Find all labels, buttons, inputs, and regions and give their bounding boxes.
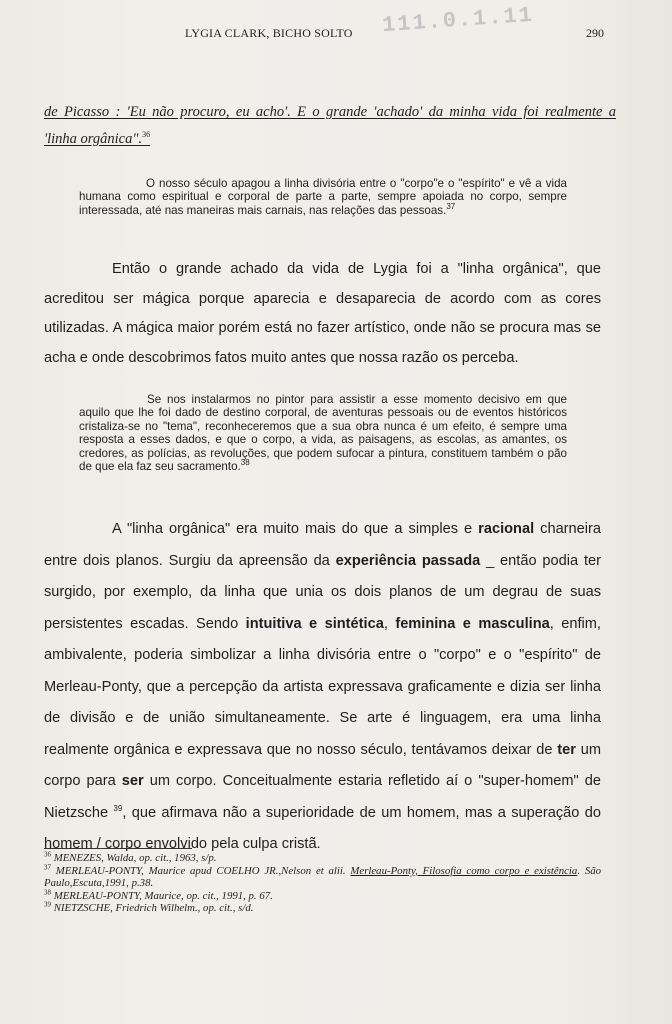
emphasis: intuitiva e sintética — [245, 615, 384, 632]
emphasis: experiência passada — [335, 552, 481, 569]
footnotes — [44, 852, 601, 915]
footnote-ref: 37 — [446, 201, 456, 211]
paragraph-text: Então o grande achado da vida de Lygia foi a "linha orgânica", que acreditou ser mágica porque aparecia e desaparecia de acordo com as cores utilizadas. A mágica maior porém está no fazer artístico, onde não se procura mas se acha e onde descobrimos fatos muito antes que nossa razão os perceba. — [44, 261, 601, 366]
archive-stamp: 111.0.1.11 — [381, 2, 535, 39]
quote-line-1: de Picasso : 'Eu não procuro, eu acho'. E o grande 'achado' da minha vida foi realmente a — [44, 104, 616, 120]
block-quote-1: O nosso século apagou a linha divisória entre o "corpo"e o "espírito" e vê a vida humana como espiritual e corporal de parte a parte, sempre apoiada no corpo, sempre interessada, até nas maneiras mais carnais, nas relações das pessoas.$^{37}$ — [79, 177, 567, 217]
emphasis: feminina e masculina — [395, 615, 550, 632]
emphasis: racional — [478, 521, 535, 537]
page-number: 290 — [586, 26, 604, 40]
footnote-38: $^{38}$ MERLEAU-PONTY, Maurice, op. cit., 1991, p. 67. — [44, 888, 273, 902]
paragraph-text: A "linha orgânica" era muito mais do que a simples e racional charneira entre dois planos. Surgiu da apreensão da experiência passada _ então podia ter surgido, por exemplo, da linha que unia os dois planos de um degrau de suas persistentes escadas. Sendo intuitiva e sintética, feminina e masculina, enfim, ambivalente, poderia simbolizar a linha divisória entre o "corpo" e o "espírito" de Merleau-Ponty, que a percepção da artista expressava graficamente e dizia ser linha de divisão e de união simultaneamente. Se arte é linguagem, era uma linha realmente orgânica e expressava que no nosso século, tentávamos deixar de ter um corpo para ser um corpo. Conceitualmente estaria refletido aí o "super-homem" de Nietzsche $^{39}$, que afirmava não a superioridade de um homem, mas a superação do homem / corpo envolvido pela culpa cristã. — [44, 521, 601, 852]
emphasis: ser — [121, 773, 144, 789]
footnote-ref: 36 — [142, 130, 151, 140]
footnote-divider — [44, 848, 192, 849]
paragraph-2 — [44, 514, 601, 861]
running-head — [0, 26, 672, 42]
running-title: LYGIA CLARK, BICHO SOLTO — [185, 26, 353, 40]
footnote-36: $^{36}$ MENEZES, Walda, op. cit., 1963, s/p. — [44, 850, 217, 864]
footnote-ref: 38 — [240, 458, 250, 468]
quote-line-2: 'linha orgânica".$^{36}$ — [44, 130, 151, 147]
footnote-ref: 39 — [113, 803, 123, 813]
emphasis: ter — [557, 741, 576, 758]
block-quote-2: Se nos instalarmos no pintor para assistir a esse momento decisivo em que aquilo que lhe foi dado de destino corporal, de aventuras pessoais ou de eventos históricos cristaliza-se no "tema", reconheceremos que a sua obra nunca é um efeito, é sempre uma resposta a esses dados, e que o corpo, a vida, as paisagens, as escolas, as amantes, os credores, as polícias, as revoluções, que podem sufocar a pintura, constituem também o pão de que ela faz seu sacramento.$^{38}$ — [79, 393, 567, 474]
footnote-37: $^{37}$ MERLEAU-PONTY, Maurice apud COELHO JR.,Nelson et alii. Merleau-Ponty, Filosofia como corpo e existência. São Paulo,Escuta,1991, p.38. — [44, 863, 602, 890]
paragraph-1 — [44, 255, 601, 373]
footnote-39: $^{39}$ NIETZSCHE, Friedrich Wilhelm., op. cit., s/d. — [44, 900, 254, 915]
